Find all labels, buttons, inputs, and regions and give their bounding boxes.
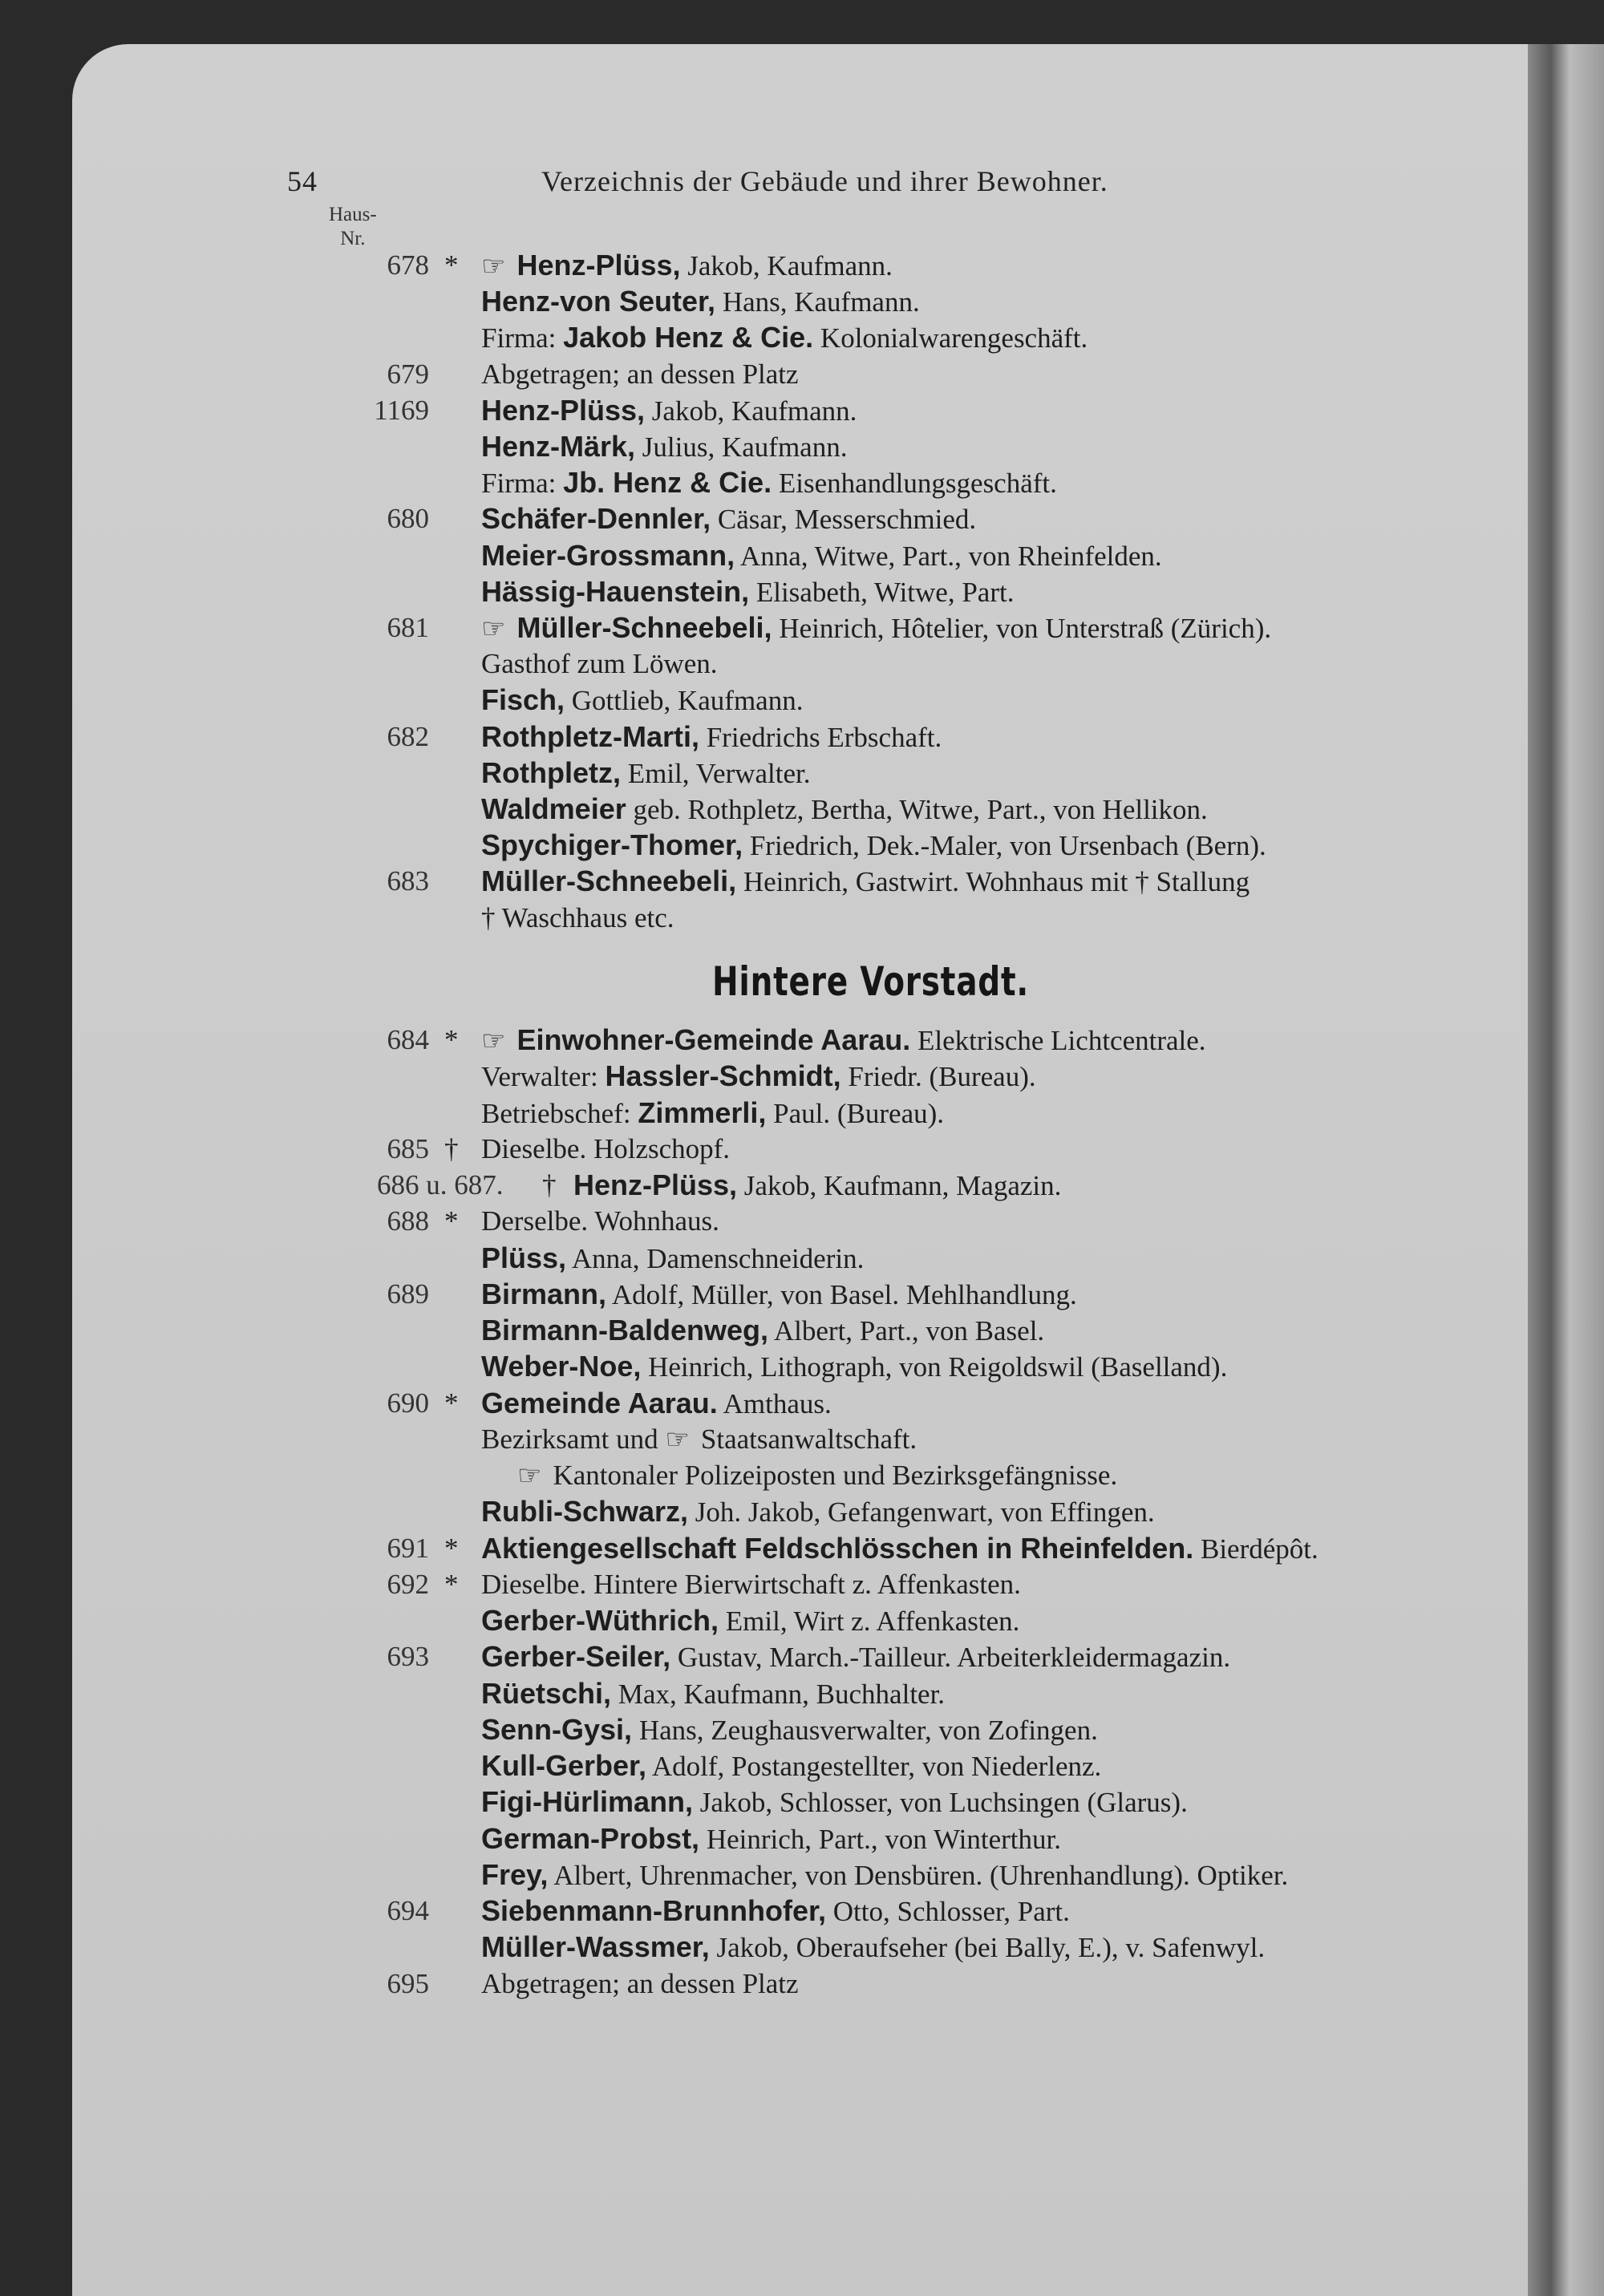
section-title: Hintere Vorstadt.	[712, 958, 1030, 1005]
resident-details: geb. Rothpletz, Bertha, Witwe, Part., von Hellikon.	[626, 794, 1208, 825]
resident-details: Hans, Zeughausverwalter, von Zofingen.	[632, 1715, 1098, 1746]
entry-prefix: † Waschhaus etc.	[481, 902, 674, 933]
house-number: 678	[387, 249, 429, 281]
entry-text	[481, 1820, 1061, 1857]
resident-name: Müller-Wassmer,	[481, 1930, 710, 1963]
entry-text	[481, 791, 1208, 828]
resident-name: Zimmerli,	[638, 1096, 767, 1129]
entry-prefix: Bezirksamt und	[481, 1423, 666, 1455]
column-label-line-2: Nr.	[340, 228, 366, 249]
resident-name: Birmann,	[481, 1278, 607, 1310]
resident-name: Figi-Hürlimann,	[481, 1785, 693, 1818]
listing-row	[0, 1893, 1528, 1929]
resident-details: Eisenhandlungsgeschäft.	[772, 468, 1057, 499]
listing-row	[0, 1348, 1528, 1384]
pointing-hand-icon: ☞	[517, 1460, 542, 1492]
resident-details: Elisabeth, Witwe, Part.	[749, 577, 1015, 608]
entry-text	[481, 1966, 799, 2002]
listing-row	[0, 247, 1528, 283]
entry-text	[481, 573, 1014, 610]
listing-row	[0, 1095, 1528, 1131]
resident-details: Julius, Kaufmann.	[635, 431, 848, 463]
listing-row	[0, 573, 1528, 609]
resident-details: Albert, Part., von Basel.	[768, 1315, 1045, 1346]
resident-details: Heinrich, Hôtelier, von Unterstraß (Zürich).	[772, 613, 1272, 644]
listing-row	[0, 464, 1528, 500]
column-label-line-1: Haus-	[329, 204, 377, 225]
entry-text	[517, 1457, 1117, 1494]
entry-text	[481, 1747, 1101, 1784]
listing-row	[0, 1966, 1528, 2002]
resident-details: Emil, Verwalter.	[620, 758, 811, 789]
listing-row	[0, 1820, 1528, 1857]
entry-text	[481, 1022, 1206, 1059]
resident-name: Henz-Plüss,	[516, 249, 681, 281]
resident-name: Henz-Plüss,	[481, 394, 646, 427]
resident-details: Amthaus.	[717, 1388, 832, 1419]
entry-prefix: Gasthof zum Löwen.	[481, 648, 718, 679]
resident-name: Weber-Noe,	[481, 1350, 642, 1383]
resident-name: Waldmeier	[481, 792, 626, 825]
listing-row	[0, 1167, 1528, 1203]
listing-row	[0, 1421, 1528, 1457]
resident-name: Hässig-Hauenstein,	[481, 575, 750, 608]
resident-details: Cäsar, Messerschmied.	[711, 504, 977, 535]
listing-row	[0, 1929, 1528, 1965]
house-number: 682	[387, 721, 429, 752]
house-number: 684	[387, 1024, 429, 1055]
listing-row	[0, 1385, 1528, 1421]
resident-name: Meier-Grossmann,	[481, 539, 735, 572]
entry-text	[481, 1421, 917, 1458]
entry-marker: *	[444, 1533, 459, 1564]
entry-prefix: Betriebschef:	[481, 1098, 638, 1129]
entry-text	[481, 464, 1057, 501]
resident-name: Henz-Plüss,	[573, 1168, 738, 1201]
entry-text	[481, 1276, 1077, 1313]
resident-name: Schäfer-Dennler,	[481, 502, 711, 535]
entry-text	[481, 1095, 944, 1132]
house-number: 692	[387, 1569, 429, 1600]
resident-details: Jakob, Oberaufseher (bei Bally, E.), v. Safenwyl.	[709, 1932, 1266, 1963]
entry-text	[481, 609, 1271, 647]
resident-name: Hassler-Schmidt,	[605, 1059, 841, 1092]
entry-text	[481, 755, 811, 792]
house-number: 695	[387, 1968, 429, 1999]
entry-marker: †	[542, 1169, 557, 1201]
entry-marker: *	[444, 1387, 459, 1419]
entry-text	[481, 1929, 1265, 1966]
entry-text	[481, 1602, 1019, 1639]
resident-name: Rothpletz-Marti,	[481, 720, 699, 753]
house-number: 686 u. 687.	[377, 1169, 504, 1201]
listing-row	[0, 1493, 1528, 1529]
resident-details: Hans, Kaufmann.	[715, 286, 920, 318]
resident-name: Henz-von Seuter,	[481, 285, 716, 318]
listing-row	[0, 1711, 1528, 1747]
resident-name: Henz-Märk,	[481, 430, 636, 463]
listing-row	[0, 791, 1528, 827]
resident-details: Elektrische Lichtcentrale.	[910, 1025, 1206, 1056]
entry-prefix: Verwalter:	[481, 1061, 606, 1092]
resident-details: Paul. (Bureau).	[766, 1098, 945, 1129]
resident-details: Friedrich, Dek.-Maler, von Ursenbach (Bern).	[743, 830, 1266, 861]
resident-details: Emil, Wirt z. Affenkasten.	[719, 1606, 1020, 1637]
entry-text	[481, 1784, 1188, 1820]
house-number: 689	[387, 1278, 429, 1310]
house-number: 1169	[374, 395, 429, 426]
house-number: 681	[387, 612, 429, 643]
resident-name: Jb. Henz & Cie.	[563, 466, 772, 499]
resident-name: Frey,	[481, 1858, 549, 1891]
entry-text	[481, 682, 803, 719]
entry-prefix: Firma:	[481, 468, 564, 499]
entry-prefix: Abgetragen; an dessen Platz	[481, 1968, 799, 1999]
listing-row	[0, 1457, 1528, 1493]
resident-name: Fisch,	[481, 683, 565, 716]
entry-text	[481, 1566, 1021, 1602]
pointing-hand-icon: ☞	[481, 613, 506, 645]
listing-row	[0, 646, 1528, 682]
entry-text	[481, 1857, 1288, 1893]
entry-prefix: Derselbe. Wohnhaus.	[481, 1205, 719, 1237]
entry-text	[481, 1493, 1155, 1530]
resident-name: Siebenmann-Brunnhofer,	[481, 1894, 827, 1927]
resident-name: Gerber-Wüthrich,	[481, 1604, 719, 1637]
listing-row	[0, 1857, 1528, 1893]
page-title: Verzeichnis der Gebäude und ihrer Bewohner.	[541, 165, 1108, 197]
listing-row	[0, 863, 1528, 899]
entry-prefix: Abgetragen; an dessen Platz	[481, 358, 799, 390]
resident-details: Heinrich, Part., von Winterthur.	[699, 1824, 1061, 1855]
listing-row	[0, 1747, 1528, 1784]
resident-details: Friedr. (Bureau).	[840, 1061, 1036, 1092]
resident-details: Kolonialwarengeschäft.	[813, 322, 1088, 354]
resident-details: Albert, Uhrenmacher, von Densbüren. (Uhrenhandlung). Optiker.	[548, 1860, 1289, 1891]
resident-name: Birmann-Baldenweg,	[481, 1314, 769, 1346]
entry-text	[481, 1348, 1227, 1385]
entry-text	[481, 500, 976, 537]
resident-details: Anna, Damenschneiderin.	[566, 1243, 865, 1274]
resident-details: Max, Kaufmann, Buchhalter.	[611, 1678, 946, 1710]
resident-name: Rothpletz,	[481, 756, 621, 789]
resident-details: Gustav, March.-Tailleur. Arbeiterkleidermagazin.	[670, 1642, 1231, 1673]
listing-row	[0, 1131, 1528, 1167]
pointing-hand-icon: ☞	[665, 1423, 690, 1456]
entry-text	[481, 356, 799, 392]
resident-details: Heinrich, Gastwirt. Wohnhaus mit † Stallung	[736, 866, 1250, 897]
listing-row	[0, 755, 1528, 791]
entry-prefix: Kantonaler Polizeiposten und Bezirksgefängnisse.	[553, 1460, 1118, 1491]
resident-details: Joh. Jakob, Gefangenwart, von Effingen.	[688, 1496, 1155, 1528]
listing-row	[0, 428, 1528, 464]
entry-text	[481, 1893, 1070, 1930]
entry-text	[481, 428, 847, 465]
listing-row	[0, 1784, 1528, 1820]
entry-text	[481, 1385, 832, 1422]
entry-prefix: Dieselbe. Hintere Bierwirtschaft z. Affenkasten.	[481, 1569, 1021, 1600]
entry-text	[481, 863, 1250, 900]
entry-text	[481, 646, 718, 682]
entry-text	[481, 537, 1162, 574]
resident-details: Adolf, Müller, von Basel. Mehlhandlung.	[606, 1279, 1077, 1310]
resident-details: Anna, Witwe, Part., von Rheinfelden.	[735, 541, 1162, 572]
entry-text	[481, 1240, 864, 1277]
listing-row	[0, 1058, 1528, 1094]
listing-row	[0, 1240, 1528, 1276]
pointing-hand-icon: ☞	[481, 250, 506, 282]
resident-name: Gerber-Seiler,	[481, 1640, 671, 1673]
entry-marker: *	[444, 1205, 459, 1237]
resident-name: Rubli-Schwarz,	[481, 1495, 689, 1528]
house-number: 683	[387, 865, 429, 897]
entry-text	[481, 247, 893, 285]
listing-row	[0, 1022, 1528, 1058]
entry-marker: *	[444, 1024, 459, 1055]
resident-name: Müller-Schneebeli,	[481, 865, 737, 897]
entry-text	[481, 392, 857, 429]
entry-text	[481, 1312, 1044, 1349]
resident-details: Adolf, Postangestellter, von Niederlenz.	[646, 1751, 1102, 1782]
entry-text	[481, 827, 1266, 864]
listing-row	[0, 1602, 1528, 1638]
resident-details: Staatsanwaltschaft.	[700, 1423, 917, 1455]
resident-details: Jakob, Schlosser, von Luchsingen (Glarus).	[693, 1787, 1188, 1818]
listing-row	[0, 1675, 1528, 1711]
entry-marker: *	[444, 249, 459, 281]
resident-name: Spychiger-Thomer,	[481, 828, 743, 861]
pointing-hand-icon: ☞	[481, 1025, 506, 1057]
resident-name: Senn-Gysi,	[481, 1713, 633, 1746]
resident-details: Jakob, Kaufmann.	[645, 395, 857, 427]
entry-text	[481, 719, 942, 755]
listing-row	[0, 500, 1528, 537]
listing-row	[0, 392, 1528, 428]
house-number: 688	[387, 1205, 429, 1237]
resident-name: Müller-Schneebeli,	[516, 611, 772, 644]
house-number: 693	[387, 1641, 429, 1672]
resident-details: Otto, Schlosser, Part.	[826, 1896, 1070, 1927]
entry-text	[481, 1530, 1318, 1567]
resident-name: Gemeinde Aarau.	[481, 1387, 718, 1419]
entry-text	[573, 1167, 1061, 1204]
entry-text	[481, 1058, 1036, 1095]
house-number: 685	[387, 1133, 429, 1164]
resident-name: Einwohner-Gemeinde Aarau.	[516, 1023, 911, 1056]
house-number: 679	[387, 358, 429, 390]
listing-row	[0, 609, 1528, 646]
entry-prefix: Firma:	[481, 322, 564, 354]
entry-marker: *	[444, 1569, 459, 1600]
listing-row	[0, 1566, 1528, 1602]
resident-details: Gottlieb, Kaufmann.	[565, 685, 804, 716]
resident-name: Rüetschi,	[481, 1677, 612, 1710]
house-number: 691	[387, 1533, 429, 1564]
entry-text	[481, 1675, 945, 1712]
listing-row	[0, 682, 1528, 718]
resident-name: Kull-Gerber,	[481, 1749, 647, 1782]
resident-details: Bierdépôt.	[1193, 1533, 1318, 1565]
resident-details: Jakob, Kaufmann.	[680, 250, 893, 281]
house-number: 680	[387, 503, 429, 534]
resident-details: Jakob, Kaufmann, Magazin.	[737, 1170, 1062, 1201]
entry-marker: †	[444, 1133, 459, 1164]
resident-details: Friedrichs Erbschaft.	[699, 722, 942, 753]
listing-row	[0, 283, 1528, 319]
entry-prefix: Dieselbe. Holzschopf.	[481, 1133, 731, 1164]
resident-name: Jakob Henz & Cie.	[563, 321, 814, 354]
listing-row	[0, 1276, 1528, 1312]
entry-text	[481, 1711, 1098, 1748]
listing-row	[0, 1312, 1528, 1348]
listing-row	[0, 319, 1528, 355]
listing-row	[0, 900, 1528, 936]
listing-row	[0, 1203, 1528, 1239]
resident-name: Plüss,	[481, 1241, 567, 1274]
house-number: 694	[387, 1895, 429, 1926]
resident-name: Aktiengesellschaft Feldschlösschen in Rheinfelden.	[481, 1532, 1194, 1565]
listing-row	[0, 827, 1528, 863]
entry-text	[481, 319, 1088, 356]
listing-row	[0, 537, 1528, 573]
listing-row	[0, 719, 1528, 755]
entry-text	[481, 1131, 730, 1167]
page-number: 54	[287, 165, 318, 197]
house-number: 690	[387, 1387, 429, 1419]
entry-text	[481, 283, 920, 320]
entry-text	[481, 1203, 719, 1239]
entry-text	[481, 900, 674, 936]
listing-row	[0, 356, 1528, 392]
entry-text	[481, 1638, 1230, 1675]
resident-details: Heinrich, Lithograph, von Reigoldswil (Baselland).	[641, 1351, 1228, 1383]
listing-row	[0, 1530, 1528, 1566]
resident-name: German-Probst,	[481, 1822, 700, 1855]
listing-row	[0, 1638, 1528, 1674]
